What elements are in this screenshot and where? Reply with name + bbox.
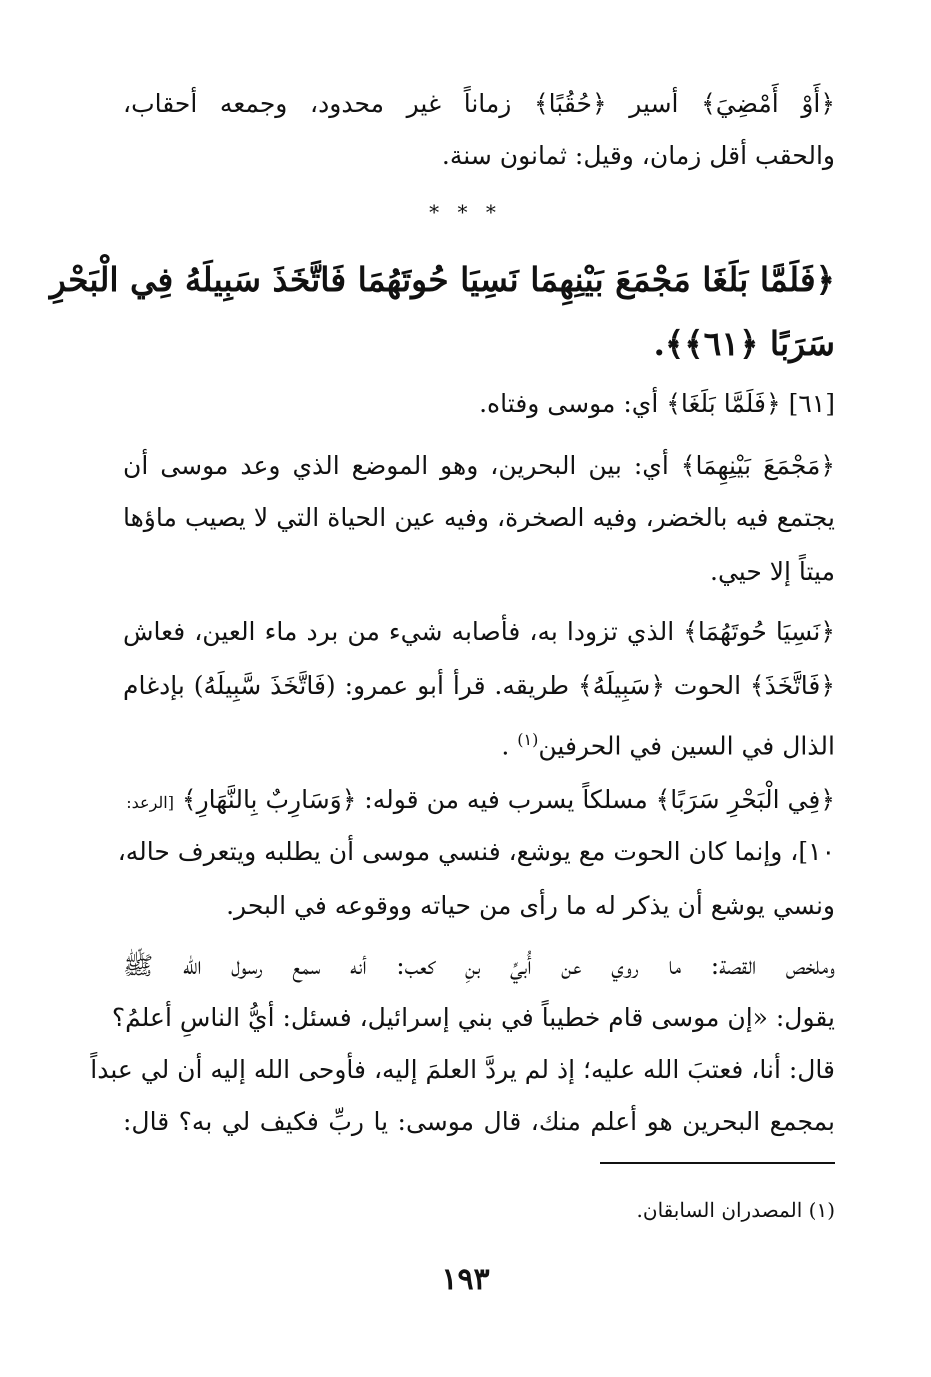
text-line: يقول: «إن موسى قام خطيباً في بني إسرائيل، فسئل: أيُّ الناسِ أعلمُ؟ — [111, 1003, 835, 1032]
text-line: ١٠]، وإنما كان الحوت مع يوشع، فنسي موسى أن يطلبه ويتعرف حاله، — [117, 837, 835, 866]
text-line: ﴿نَسِيَا حُوتَهُمَا﴾ الذي تزودا به، فأصابه شيء من برد ماء العين، فعاش — [123, 617, 835, 646]
footnote: (١) المصدران السابقان. — [636, 1198, 835, 1222]
surah-reference: [الرعد: — [126, 793, 174, 812]
text-line: يجتمع فيه بالخضر، وفيه الصخرة، وفيه عين الحياة التي لا يصيب ماؤها — [123, 503, 835, 532]
quran-verse-line: ﴿فَلَمَّا بَلَغَا مَجْمَعَ بَيْنِهِمَا نَسِيَا حُوتَهُمَا فَاتَّخَذَ سَبِيلَهُ فِي الْبَحْرِ — [49, 260, 835, 299]
period: . — [501, 731, 510, 761]
verse-heading: [٦١] ﴿فَلَمَّا بَلَغَا﴾ أي: موسى وفتاه. — [479, 389, 835, 418]
text-line — [123, 718, 835, 762]
page-number: ١٩٣ — [441, 1262, 490, 1297]
text-line: قال: أنا، فعتبَ الله عليه؛ إذ لم يردَّ العلمَ إليه، فأوحى الله إليه أن لي عبداً — [90, 1055, 835, 1084]
text-line: ﴿أَوْ أَمْضِيَ﴾ أسير ﴿حُقُبًا﴾ زماناً غير محدود، وجمعه أحقاب، — [123, 89, 835, 118]
text-line: والحقب أقل زمان، وقيل: ثمانون سنة. — [441, 141, 835, 170]
text-line — [123, 778, 835, 822]
text-line: ونسي يوشع أن يذكر له ما رأى من حياته ووقوعه في البحر. — [226, 891, 835, 920]
text-span: الذال في السين في الحرفين — [538, 731, 835, 761]
text-line: ﴿فَاتَّخَذَ﴾ الحوت ﴿سَبِيلَهُ﴾ طريقه. قرأ أبو عمرو: (فَاتَّخَذَ سَّبِيلَهُ) بإدغام — [123, 671, 835, 700]
section-separator: * * * — [429, 200, 502, 224]
text-line: بمجمع البحرين هو أعلم منك، قال موسى: يا ربِّ فكيف لي به؟ قال: — [123, 1107, 835, 1136]
text-span: ﴿فِي الْبَحْرِ سَرَبًا﴾ مسلكاً يسرب فيه من قوله: ﴿وَسَارِبٌ بِالنَّهَارِ﴾ — [181, 785, 835, 814]
footnote-rule — [600, 1162, 835, 1164]
text-line: ﴿مَجْمَعَ بَيْنِهِمَا﴾ أي: بين البحرين، وهو الموضع الذي وعد موسى أن — [123, 451, 835, 480]
text-line: وملخص القصة: ما روي عن أُبيِّ بنِ كعب: أنه سمع رسول الله ﷺ — [123, 951, 835, 980]
quran-verse-line: سَرَبًا ﴿٦١﴾﴾. — [653, 324, 835, 363]
text-line: ميتاً إلا حيي. — [710, 557, 835, 586]
footnote-ref: (١) — [517, 730, 539, 749]
